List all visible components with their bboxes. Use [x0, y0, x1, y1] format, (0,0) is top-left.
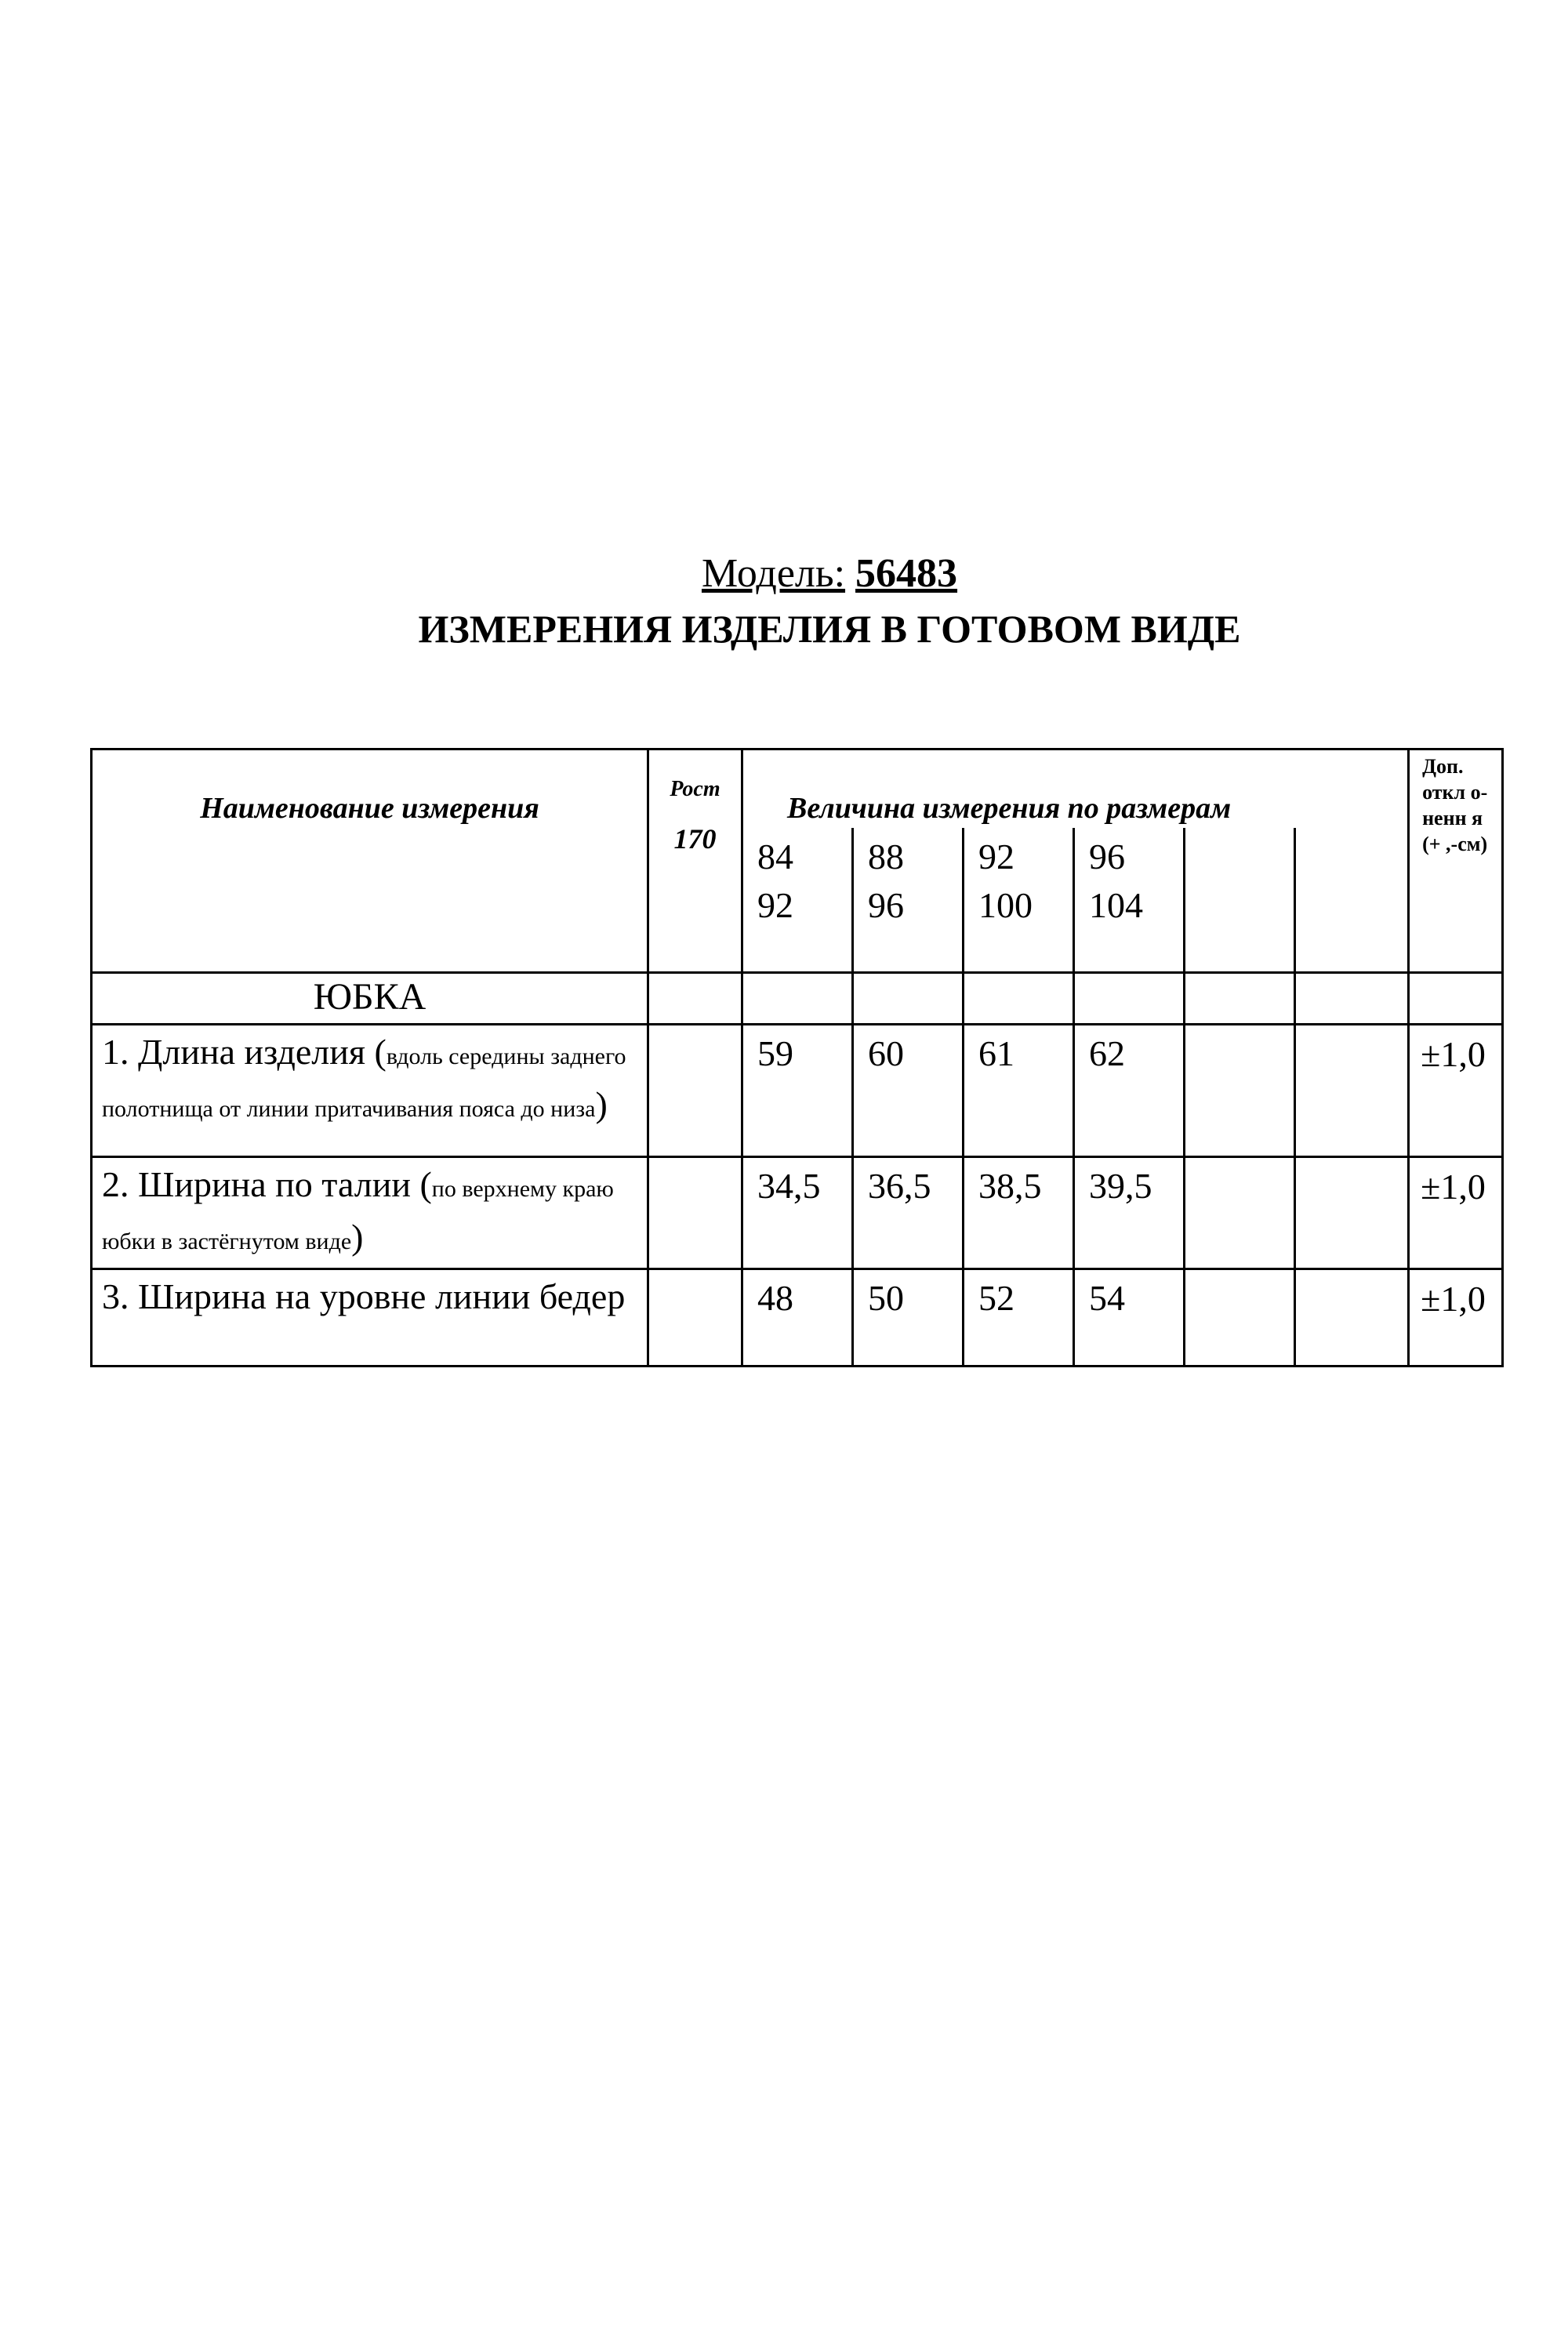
empty-cell	[1074, 973, 1185, 1025]
table-row	[92, 1157, 1503, 1269]
measurement-note: по верхнему краю юбки в застёгнутом виде	[102, 1176, 614, 1254]
empty-cell	[742, 973, 853, 1025]
value-cell: 54	[1074, 1269, 1185, 1367]
table-row	[92, 1269, 1503, 1367]
value-cell	[1185, 1269, 1295, 1367]
model-number: 56483	[855, 551, 958, 596]
value-cell: 62	[1074, 1025, 1185, 1157]
value-cell: 59	[742, 1025, 853, 1157]
growth-label: Рост	[670, 777, 720, 801]
value-cell: 39,5	[1074, 1157, 1185, 1269]
value-cell: 61	[964, 1025, 1074, 1157]
table-header-row	[92, 750, 1503, 828]
value-cell	[1295, 1025, 1409, 1157]
model-label: Модель:	[701, 551, 846, 596]
growth-value: 170	[673, 823, 717, 855]
size-cell	[1074, 828, 1185, 973]
empty-cell	[1185, 973, 1295, 1025]
measurement-title: 2. Ширина по талии (	[102, 1164, 432, 1204]
size-bottom: 104	[1089, 884, 1143, 925]
table-row	[92, 1025, 1503, 1157]
tolerance-cell: ±1,0	[1409, 1269, 1503, 1367]
growth-cell	[648, 1157, 742, 1269]
value-cell: 34,5	[742, 1157, 853, 1269]
measurement-close: )	[351, 1217, 364, 1257]
value-cell	[1185, 1157, 1295, 1269]
measurement-name	[92, 1025, 648, 1157]
column-header-sizes: Величина измерения по размерам	[742, 750, 1409, 828]
tolerance-cell: ±1,0	[1409, 1025, 1503, 1157]
value-cell: 60	[853, 1025, 964, 1157]
size-top: 88	[868, 836, 904, 877]
measurement-close: )	[595, 1084, 608, 1124]
page-title: ИЗМЕРЕНИЯ ИЗДЕЛИЯ В ГОТОВОМ ВИДЕ	[418, 607, 1241, 651]
value-cell: 48	[742, 1269, 853, 1367]
size-bottom: 96	[868, 884, 904, 925]
size-cell	[1185, 828, 1295, 973]
size-top: 84	[757, 836, 793, 877]
empty-cell	[648, 973, 742, 1025]
size-top: 96	[1089, 836, 1125, 877]
growth-cell	[648, 1025, 742, 1157]
growth-cell	[648, 1269, 742, 1367]
column-header-tolerance: Доп. откл о- ненн я (+ ,-см)	[1409, 750, 1503, 973]
measurement-name	[92, 1269, 648, 1367]
empty-cell	[1409, 973, 1503, 1025]
measurement-table	[90, 748, 1504, 1367]
size-cell	[1295, 828, 1409, 973]
size-bottom: 100	[978, 884, 1033, 925]
measurement-name	[92, 1157, 648, 1269]
value-cell	[1295, 1269, 1409, 1367]
size-cell	[853, 828, 964, 973]
value-cell: 50	[853, 1269, 964, 1367]
tolerance-cell: ±1,0	[1409, 1157, 1503, 1269]
size-bottom: 92	[757, 884, 793, 925]
model-line	[45, 549, 1568, 599]
measurement-title: 1. Длина изделия (	[102, 1032, 387, 1072]
empty-cell	[853, 973, 964, 1025]
column-header-name: Наименование измерения	[92, 750, 648, 973]
section-row	[92, 973, 1503, 1025]
size-cell	[964, 828, 1074, 973]
measurement-note: вдоль середины заднего полотнища от линии притачивания пояса до низа	[102, 1044, 626, 1122]
measurement-title: 3. Ширина на уровне линии бедер	[102, 1276, 626, 1316]
column-header-growth	[648, 750, 742, 973]
section-label: ЮБКА	[92, 973, 648, 1025]
empty-cell	[1295, 973, 1409, 1025]
value-cell	[1185, 1025, 1295, 1157]
value-cell: 38,5	[964, 1157, 1074, 1269]
value-cell: 52	[964, 1269, 1074, 1367]
size-top: 92	[978, 836, 1014, 877]
size-cell	[742, 828, 853, 973]
empty-cell	[964, 973, 1074, 1025]
value-cell: 36,5	[853, 1157, 964, 1269]
value-cell	[1295, 1157, 1409, 1269]
